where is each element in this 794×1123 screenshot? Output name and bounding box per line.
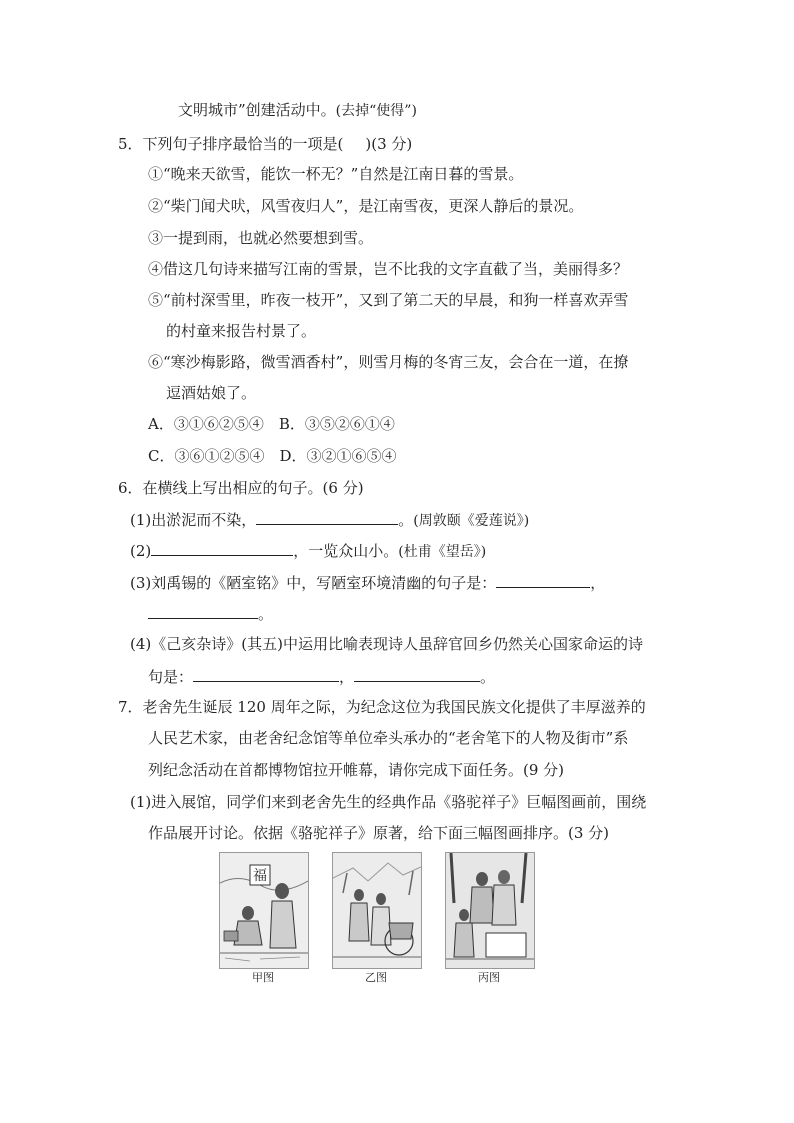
q5-item: ⑤“前村深雪里，昨夜一枝开”，又到了第二天的早晨，和狗一样喜欢弄雪 xyxy=(148,291,629,309)
q6-part-1 xyxy=(130,509,529,529)
q5-item-continued: 的村童来报告村景了。 xyxy=(166,322,317,340)
q5-item-continued: 逗酒姑娘了。 xyxy=(166,384,257,402)
q5-stem xyxy=(118,134,412,154)
q6-p1-note: (周敦颐《爱莲说》) xyxy=(413,513,530,529)
q6-stem: 6．在横线上写出相应的句子。(6 分) xyxy=(118,479,364,497)
carryover-line xyxy=(178,100,417,120)
q5-options-row-2: C．③⑥①②⑤④ D．③②①⑥⑤④ xyxy=(148,447,397,465)
q7-sub-1-line-1: (1)进入展馆，同学们来到老舍先生的经典作品《骆驼祥子》巨幅图画前，围绕 xyxy=(130,793,647,811)
figure-bing-caption: 丙图 xyxy=(478,971,500,984)
q6-p2-post: ，一览众山小。 xyxy=(293,542,399,560)
figure-yi-illustration xyxy=(332,852,422,969)
q6-p3-end: 。 xyxy=(258,605,274,623)
figure-yi-caption: 乙图 xyxy=(365,971,387,984)
q6-p4-pre: 句是： xyxy=(148,668,194,686)
q6-p1-pre: (1)出淤泥而不染， xyxy=(130,511,257,529)
q6-part-3-line-2 xyxy=(148,603,273,623)
q6-p1-post: 。 xyxy=(398,511,414,529)
figure-jia-caption: 甲图 xyxy=(252,971,274,984)
q5-item: ①“晚来天欲雪，能饮一杯无？”自然是江南日暮的雪景。 xyxy=(148,165,524,183)
q5-item: ②“柴门闻犬吠，风雪夜归人”，是江南雪夜，更深人静后的景况。 xyxy=(148,197,584,215)
q6-p4-blank-1[interactable] xyxy=(193,666,339,682)
q6-p2-note: (杜甫《望岳》) xyxy=(398,544,487,560)
q7-stem-line-2: 人民艺术家，由老舍纪念馆等单位牵头承办的“老舍笔下的人物及街市”系 xyxy=(148,729,629,747)
q6-part-4-line-2 xyxy=(148,666,495,686)
carryover-note: (去掉“使得”) xyxy=(335,103,417,119)
q5-stem-text: 5．下列句子排序最恰当的一项是( xyxy=(118,135,344,153)
q7-stem-line-3: 列纪念活动在首都博物馆拉开帷幕，请你完成下面任务。(9 分) xyxy=(148,761,565,779)
carryover-text: 文明城市”创建活动中。 xyxy=(178,101,336,119)
q6-p4-end: 。 xyxy=(480,668,496,686)
q6-p1-blank[interactable] xyxy=(256,509,398,525)
q6-p3-text: (3)刘禹锡的《陋室铭》中，写陋室环境清幽的句子是： xyxy=(130,574,497,592)
q6-p3-blank-2[interactable] xyxy=(148,603,258,619)
q5-item: ⑥“寒沙梅影路，微雪酒香村”，则雪月梅的冬宵三友，会合在一道，在撩 xyxy=(148,353,629,371)
q7-stem-line-1: 7．老舍先生诞辰 120 周年之际，为纪念这位为我国民族文化提供了丰厚滋养的 xyxy=(118,698,646,716)
figure-bing-illustration xyxy=(445,852,535,969)
q6-part-3-line-1 xyxy=(130,572,605,592)
q7-sub-1-line-2: 作品展开讨论。依据《骆驼祥子》原著，给下面三幅图画排序。(3 分) xyxy=(148,824,610,842)
q6-p4-comma: ， xyxy=(339,668,355,686)
q6-p3-comma: ， xyxy=(590,574,606,592)
q6-part-4-line-1: (4)《己亥杂诗》(其五)中运用比喻表现诗人虽辞官回乡仍然关心国家命运的诗 xyxy=(130,635,643,653)
q5-item: ④借这几句诗来描写江南的雪景，岂不比我的文字直截了当，美丽得多？ xyxy=(148,260,629,278)
q6-p4-blank-2[interactable] xyxy=(354,666,480,682)
q6-part-2 xyxy=(130,540,486,560)
q5-options-row-1: A．③①⑥②⑤④ B．③⑤②⑥①④ xyxy=(148,415,395,433)
fu-sign: 福 xyxy=(253,868,267,884)
figure-jia-illustration xyxy=(219,852,309,969)
q6-p3-blank-1[interactable] xyxy=(496,572,590,588)
q6-p2-pre: (2) xyxy=(130,542,152,560)
q6-p2-blank[interactable] xyxy=(151,540,293,556)
q5-item: ③一提到雨，也就必然要想到雪。 xyxy=(148,229,374,247)
q5-stem-tail: )(3 分) xyxy=(365,135,413,153)
